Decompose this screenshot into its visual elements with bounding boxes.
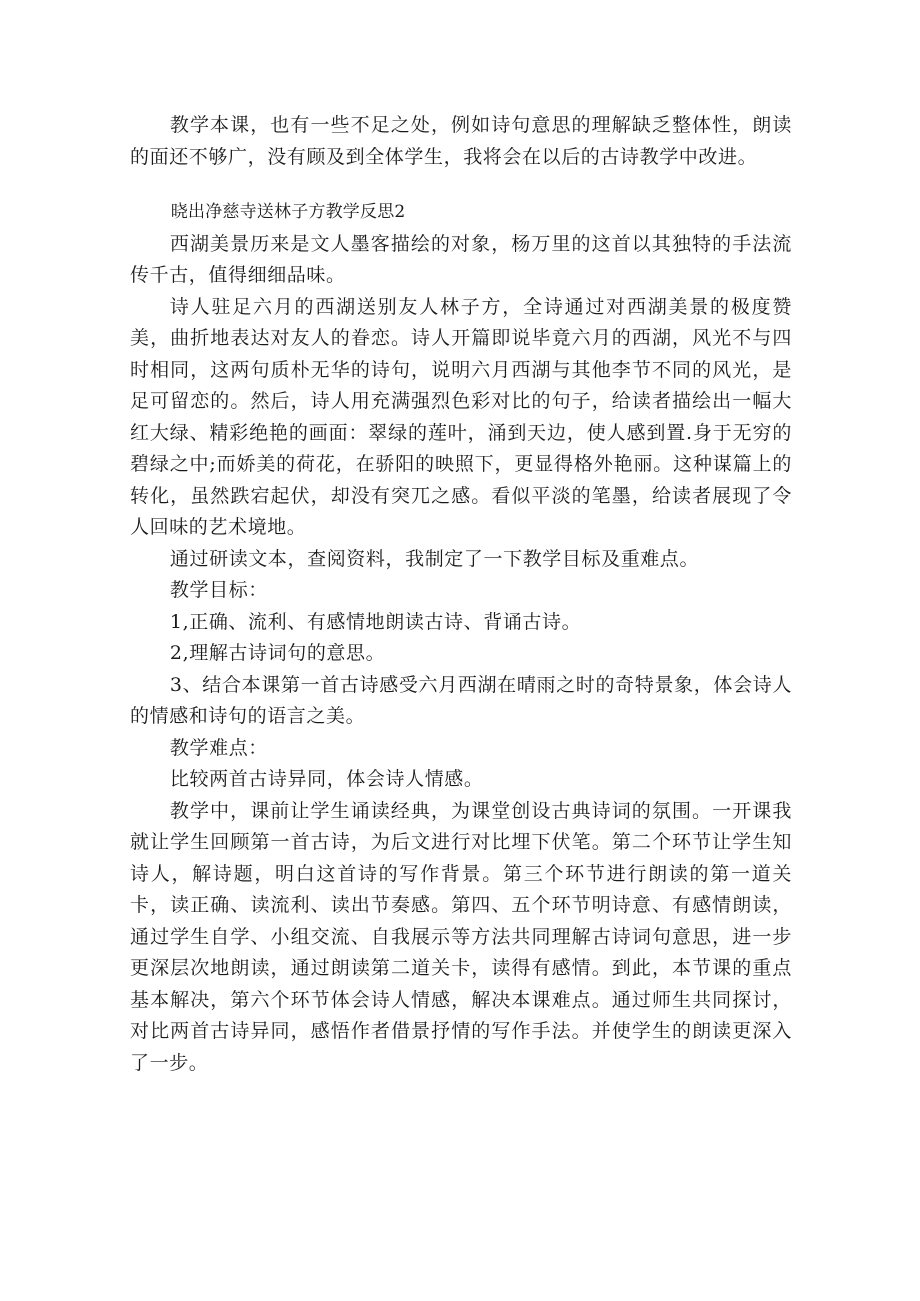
document-body: [130, 110, 792, 1079]
list-item-goal-3: 3、结合本课第一首古诗感受六月西湖在晴雨之时的奇特景象，体会诗人的情感和诗句的语言之美。: [130, 673, 792, 727]
list-item-goal-2: 2,理解古诗词句的意思。: [169, 642, 386, 664]
paragraph-teaching-process: 教学中，课前让学生诵读经典，为课堂创设古典诗词的氛围。一开课我就让学生回顾第一首古诗，为后文进行对比埋下伏笔。第二个环节让学生知诗人，解诗题，明白这首诗的写作背景。第三个环节进行朗读的第一道关卡，读正确、读流利、读出节奏感。第四、五个环节明诗意、有感情朗读，通过学生自学、小组交流、自我展示等方法共同理解古诗词句意思，进一步更深层次地朗读，通过朗读第二道关卡，读得有感情。到此，本节课的重点基本解决，第六个环节体会诗人情感，解决本课难点。通过师生共同探讨，对比两首古诗异同，感悟作者借景抒情的写作手法。并使学生的朗读更深入了一步。: [130, 799, 792, 1074]
label-teaching-goals: 教学目标：: [169, 579, 268, 601]
list-item-goal-1: 1,正确、流利、有感情地朗读古诗、背诵古诗。: [169, 610, 582, 633]
paragraph-goal-setting: 通过研读文本，查阅资料，我制定了一下教学目标及重难点。: [169, 547, 700, 570]
paragraph-intro: 西湖美景历来是文人墨客描绘的对象，杨万里的这首以其独特的手法流传千古，值得细细品味。: [130, 232, 792, 286]
paragraph-closing-reflection: 教学本课，也有一些不足之处，例如诗句意思的理解缺乏整体性，朗读的面还不够广，没有顾及到全体学生，我将会在以后的古诗教学中改进。: [130, 114, 792, 168]
paragraph-difficulty: 比较两首古诗异同，体会诗人情感。: [169, 768, 484, 790]
paragraph-poem-analysis: 诗人驻足六月的西湖送别友人林子方，全诗通过对西湖美景的极度赞美，曲折地表达对友人的眷恋。诗人开篇即说毕竟六月的西湖，风光不与四时相同，这两句质朴无华的诗句，说明六月西湖与其他李节不同的风光，是足可留恋的。然后，诗人用充满强烈色彩对比的句子，给读者描绘出一幅大红大绿、精彩绝艳的画面：翠绿的莲叶，涌到天边，使人感到置.身于无穷的碧绿之中;而娇美的荷花，在骄阳的映照下，更显得格外艳丽。这种谋篇上的转化，虽然跌宕起伏，却没有突兀之感。看似平淡的笔墨，给读者展现了令人回味的艺术境地。: [130, 295, 792, 538]
section-heading: 晓出净慈寺送林子方教学反思2: [170, 202, 406, 222]
label-teaching-difficulty: 教学难点：: [169, 736, 268, 759]
